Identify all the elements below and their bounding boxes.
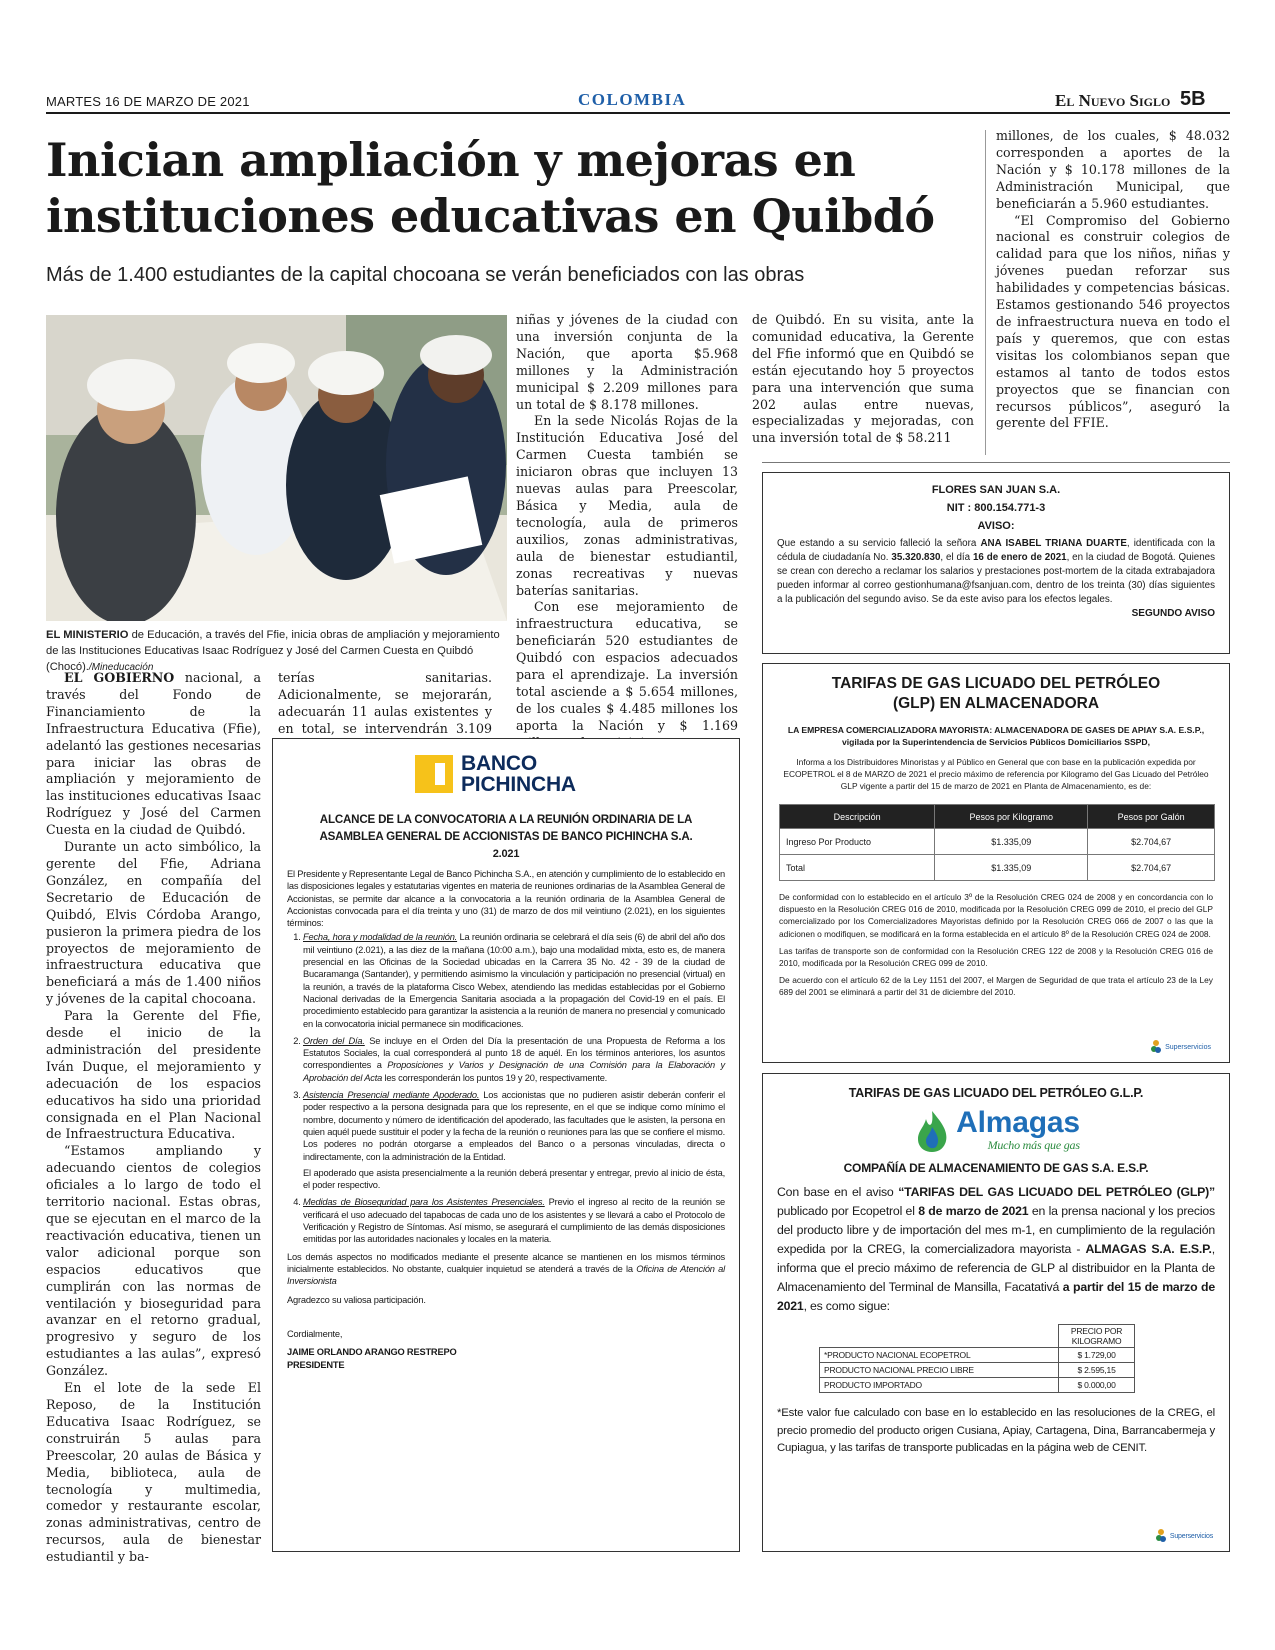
ad-flores-san-juan [762, 472, 1230, 654]
paragraph: “El Compromiso del Gobierno nacional es construir colegios de calidad para que los niños, niñas y jóvenes puedan reforzar sus habilidades y competencias básicas. Estamos gestionando 546 proyectos de infraestructura nueva en todo el país y queremos, que con estas visitas los colombianos sepan que estamos al tanto de todos estos proyectos que se financian con recursos públicos”, aseguró la gerente del FFIE. [996, 212, 1230, 431]
section-name: COLOMBIA [578, 90, 687, 109]
photo-illustration [46, 315, 507, 621]
paragraph: “Estamos ampliando y adecuando cientos de colegios oficiales a lo largo de todo el territorio nacional. Estas obras, que se ejecutan en el marco de la reactivación educativa, tienen un valor adicional porque son espacios educativos que cumplirán con las normas de ventilación y bioseguridad para avanzar en el retorno gradual, progresivo y seguro de los estudiantes a las aulas”, expresó González. [46, 1143, 261, 1379]
photo-caption [46, 627, 507, 676]
paragraph: En el lote de la sede El Reposo, de la Institución Educativa Isaac Rodríguez, se construirán 5 aulas para Preescolar, 20 aulas de Básica y Media, biblioteca, aula de tecnología y multimedia, comedor y restaurante escolar, zonas administrativas, centro de recursos, aula de bienestar estudiantil y ba- [46, 1380, 261, 1565]
ad-title: TARIFAS DE GAS LICUADO DEL PETRÓLEO G.L.P. [848, 1086, 1144, 1100]
brand-name: Almagas [956, 1106, 1080, 1139]
paragraph: Con ese mejoramiento de infraestructura educativa, se beneficiarán 520 estudiantes de Quibdó con espacios adecuados para el aprendizaje. La inversión total asciende a $ 5.654 millones, de los cuales $ 4.485 millones los aporta la Nación y $ 1.169 [516, 599, 738, 733]
headline-line-1: Inician ampliación y mejoras en [46, 133, 856, 187]
paragraph: Durante un acto simbólico, la gerente del Ffie, Adriana González, en compañía del Secretario de Educación de Quibdó, Elvis Córdoba Arango, pusieron la primera piedra de los proyectos de mejoramiento de infraestructura educativa que beneficiará a más de 1.400 niños y jóvenes de la capital chocoana. [46, 839, 261, 1007]
brand-line-1: BANCO [461, 752, 537, 775]
ad-intro: Informa a los Distribuidores Minoristas y al Público en General que con base en la publicación expedida por ECOPETROL el 8 de MARZO de 2021 el precio máximo de referencia por Kilogramo del Gas Licuado del Petróleo GLP vigente a partir del 15 de marzo de 2021 en Planta de Almacenamiento, es de: [783, 757, 1209, 791]
caption-credit: /Mineducación [88, 662, 154, 673]
table-row: Total $1.335,09 $2.704,67 [780, 855, 1215, 881]
ad-company: COMPAÑÍA DE ALMACENAMIENTO DE GAS S.A. E.S.P. [843, 1161, 1149, 1175]
paragraph: millones, de los cuales, $ 48.032 corresponden a aportes de la Nación y $ 10.178 millones de la Administración Municipal, que beneficiarán a 5.960 estudiantes. [996, 128, 1230, 211]
ad-banco-pichincha [272, 738, 740, 1552]
issue-date: MARTES 16 DE MARZO DE 2021 [46, 94, 250, 109]
price-table [779, 804, 1215, 881]
article-column-5 [996, 128, 1230, 432]
paragraph: Para la Gerente del Ffie, desde el inicio de la administración del presidente Iván Duque, el mejoramiento y adecuación de los espacios educativos ha sido una prioridad consignada en el Plan Nacional de Infraestructura Educativa. [46, 1008, 261, 1142]
ad-paragraph: Los demás aspectos no modificados mediante el presente alcance se mantienen en los mismos términos inicialmente establecidos. No obstante, cualquier inquietud se atenderá a través de la Oficina de Atención al Inversionista [287, 1251, 725, 1287]
agenda-item: 1. Fecha, hora y modalidad de la reunión. La reunión ordinaria se celebrará el día seis (6) de abril del año dos mil veintiuno (2.021), a las diez de la mañana (10:00 a.m.), bajo una modalidad mixta, esto es, de manera presencial en las Oficinas de la Sociedad ubicadas en la Carrera 35 No. 42 - 39 de la ciudad de Bucaramanga (Santander), y permitiendo asimismo la vinculación y participación no presencial (virtual) en la reunión, a través de la plataforma Cisco Webex, atendiendo las medidas establecidas por el Gobierno Nacional derivadas de la Emergencia Sanitaria asociada a la propagación del Covid-19 en el país. El procedimiento establecido para garantizar la asistencia a la reunión de manera no presencial y comunicado en la convocatoria inicial permanece sin modificaciones. [303, 931, 725, 1029]
ad-aviso: AVISO: [977, 520, 1015, 532]
ad-title-line-1: TARIFAS DE GAS LICUADO DEL PETRÓLEO [831, 675, 1161, 692]
signer-name: JAIME ORLANDO ARANGO RESTREPO [287, 1347, 457, 1358]
article-end-rule [762, 462, 1230, 463]
agenda-item: 4. Medidas de Bioseguridad para los Asistentes Presenciales. Previo el ingreso al recito de la reunión se verificará el uso adecuado del tapabocas de cada uno de los asistentes y se llevará a cabo el Protocolo de Verificación y Registro de Síntomas. Así mismo, se asegurará el cumplimiento de las demás disposiciones emitidas por las autoridades nacionales y locales en la materia. [303, 1196, 725, 1245]
ad-paragraph: De acuerdo con el artículo 62 de la Ley 1151 del 2007, el Margen de Seguridad de que trata el artículo 23 de la Ley 689 del 2001 se eliminará a partir del 31 de diciembre del 2010. [779, 975, 1213, 998]
table-header: PRECIO POR KILOGRAMO [1059, 1325, 1135, 1348]
table-row: PRODUCTO NACIONAL PRECIO LIBRE $ 2.595,15 [820, 1363, 1135, 1378]
headline-line-2: instituciones educativas en Quibdó [46, 189, 935, 243]
table-header: Pesos por Galón [1088, 805, 1215, 829]
article-photo [46, 315, 507, 621]
brand-tagline: Mucho más que gas [987, 1138, 1080, 1152]
column-divider [985, 130, 986, 455]
superservicios-logo: Superservicios [1150, 1040, 1211, 1054]
brand-line-2: PICHINCHA [461, 773, 576, 796]
flame-icon [912, 1109, 952, 1153]
ad-almagas [762, 1073, 1230, 1552]
caption-text: de Educación, a través del Ffie, inicia obras de ampliación y mejoramiento de las Instituciones Educativas Isaac Rodríguez y José del Carmen Cuesta en Quibdó (Chocó). [46, 629, 500, 673]
ad-title: ALCANCE DE LA CONVOCATORIA A LA REUNIÓN ORDINARIA DE LA ASAMBLEA GENERAL DE ACCIONISTAS DE BANCO PICHINCHA S.A. [319, 813, 693, 843]
superservicios-icon [1150, 1040, 1162, 1054]
ad-body: Con base en el aviso “TARIFAS DEL GAS LICUADO DEL PETRÓLEO (GLP)” publicado por Ecopetrol el 8 de marzo de 2021 en la prensa nacional y los precios del producto libre y de importación del mes m-1, en cumplimiento de la regulación expedida por la CREG, la comercializadora mayorista - ALMAGAS S.A. E.S.P., informa que el precio máximo de referencia de GLP al distribuidor en la Planta de Almacenamiento del Terminal de Mansilla, Facatativá a partir del 15 de marzo de 2021, es como sigue: [777, 1185, 1215, 1313]
ad-body: Que estando a su servicio falleció la señora ANA ISABEL TRIANA DUARTE, identificada con la cédula de ciudadanía No. 35.320.830, el día 16 de enero de 2021, en la ciudad de Bogotá. Quienes se crean con derecho a reclamar los salarios y prestaciones post-mortem de la citada extrabajadora pueden informar al correo gestionhumana@fsanjuan.com, dentro de los treinta (30) días siguientes a la publicación del segundo aviso. Se da este aviso para los efectos legales. [777, 538, 1216, 605]
caption-lead: EL MINISTERIO [46, 629, 129, 641]
ad-paragraph: De conformidad con lo establecido en el artículo 3º de la Resolución CREG 024 de 2008 y en concordancia con lo dispuesto en la Resolución CREG 016 de 2010, modificada por la Resolución CREG 099 de 2010, el precio del GLP comercializado por los Comercializadores Mayoristas definido por la Resolución CREG 066 de 2007 o las que la adicionen o modifiquen, se modificará en la forma establecida en el artículo 8º de la Resolución CREG 024 de 2008. [779, 892, 1213, 939]
agenda-item: 3. Asistencia Presencial mediante Apoderado. Los accionistas que no pudieren asistir deberán conferir el poder respectivo a la persona designada para que los represente, en el que se indique como mínimo el nombre, documento y número de identificación del apoderado, las facultades que le asisten, la persona en quien aquél puede sustituir el poder y la fecha de la reunión o reuniones para las que se confiere el mismo. Los poderes no podrán otorgarse a empleados del Banco o a personas vinculadas, directa o indirectamente, con la administración de la Entidad. El apoderado que asista presencialmente a la reunión deberá presentar y entregar, previo al inicio de ésta, el poder respectivo. [303, 1089, 725, 1191]
paragraph: En la sede Nicolás Rojas de la Institución Educativa José del Carmen Cuesta también se iniciaron obras que incluyen 13 nuevas aulas para Preescolar, Básica y Media, aula de tecnología, aula de primeros auxilios, zonas administrativas, aula de bienestar estudiantil, zonas recreativas y nuevas baterías sanitarias. [516, 413, 738, 598]
ad-paragraph: Las tarifas de transporte son de conformidad con la Resolución CREG 122 de 2008 y la Resolución CREG 016 de 2010, modificada por la Resolución CREG 099 de 2010. [779, 945, 1213, 969]
almagas-price-table [819, 1324, 1135, 1393]
newspaper-name: El Nuevo Siglo [1055, 91, 1171, 110]
article-column-3 [516, 312, 738, 752]
ad-paragraph: El Presidente y Representante Legal de Banco Pichincha S.A., en atención y cumplimiento de lo establecido en las disposiciones legales y estatutarias vigentes en materia de reuniones ordinarias de la Asamblea General de Accionistas, se permite dar alcance a la convocatoria a la reunión ordinaria de la Asamblea General de Accionistas convocada para el día treinta y uno (31) de marzo de dos mil veintiuno (2.021), en los siguientes términos: [287, 869, 725, 929]
ad-glp-almacenadora [762, 663, 1230, 1063]
subheadline: Más de 1.400 estudiantes de la capital chocoana se verán beneficiados con las obras [46, 264, 805, 286]
agenda-item: 2. Orden del Día. Se incluye en el Orden del Día la presentación de una Propuesta de Reforma a los Estatutos Sociales, la cual corresponderá al punto 18 de aquél. En los términos anteriores, los asuntos correspondientes a Proposiciones y Varios y Designación de una Comisión para la Elaboración y Aprobación del Acta les corresponderán los puntos 19 y 20, respectivamente. [303, 1035, 725, 1084]
paragraph: niñas y jóvenes de la ciudad con una inversión conjunta de la Nación, que aporta $5.968 millones y la Administración municipal $ 2.209 millones para un total de $ 8.178 millones. [516, 312, 738, 412]
superservicios-icon [1155, 1529, 1167, 1543]
ad-title: FLORES SAN JUAN S.A. [931, 484, 1061, 496]
table-header: Descripción [780, 805, 935, 829]
ad-thanks: Agradezco su valiosa participación. [287, 1294, 426, 1305]
deceased-name: ANA ISABEL TRIANA DUARTE [980, 538, 1127, 549]
almagas-logo [777, 1108, 1215, 1153]
table-row: PRODUCTO IMPORTADO $ 0.000,00 [820, 1378, 1135, 1393]
paragraph: de Quibdó. En su visita, ante la comunidad educativa, la Gerente del Ffie informó que en Quibdó se están ejecutando hoy 5 proyectos para una intervención que suma 202 aulas entre nuevas, especializadas y mejoradas, con una inversión total de $ 58.211 [752, 312, 974, 446]
pichincha-logo-icon [415, 755, 453, 793]
ad-notice-number: SEGUNDO AVISO [1131, 608, 1215, 619]
headline [46, 132, 946, 244]
article-column-4 [752, 312, 974, 447]
superservicios-logo: Superservicios [1155, 1529, 1213, 1543]
ad-company: LA EMPRESA COMERCIALIZADORA MAYORISTA: ALMACENADORA DE GASES DE APIAY S.A. E.S.P., vigilada por la Superintendencia de Servicios Públicos Domiciliarios SSPD, [787, 725, 1205, 747]
pichincha-logo [415, 753, 725, 795]
article-column-1 [46, 670, 261, 1566]
ad-body [287, 868, 725, 1372]
ad-closing: Cordialmente, [287, 1328, 343, 1339]
ad-title-line-2: (GLP) EN ALMACENADORA [892, 695, 1100, 712]
paragraph: nacional, a través del Fondo de Financiamiento de la Infraestructura Educativa (Ffie), adelantó las gestiones necesarias para iniciar las obras de ampliación y mejoramiento de las instituciones educativas Isaac Rodríguez y José del Carmen Cuesta en la ciudad de Quibdó. [46, 670, 261, 838]
table-row: Ingreso Por Producto $1.335,09 $2.704,67 [780, 829, 1215, 855]
ad-nit: NIT : 800.154.771-3 [946, 502, 1046, 514]
ad-footnote: *Este valor fue calculado con base en lo establecido en las resoluciones de la CREG, el precio promedio del producto origen Cusiana, Apiay, Cartagena, Dina, Barrancabermeja y Cupiagua, y las tarifas de transporte publicadas en la página web de CENIT. [777, 1407, 1215, 1454]
paragraph: terías sanitarias. Adicionalmente, se mejorarán, adecuarán 11 aulas existentes y en total, se intervendrán 3.109 [278, 670, 492, 736]
header-rule [46, 112, 1230, 114]
page-number: 5B [1180, 88, 1206, 110]
id-number: 35.320.830 [891, 552, 941, 563]
signer-role: PRESIDENTE [287, 1360, 345, 1371]
table-header: Pesos por Kilogramo [935, 805, 1088, 829]
table-row: *PRODUCTO NACIONAL ECOPETROL $ 1.729,00 [820, 1348, 1135, 1363]
death-date: 16 de enero de 2021 [972, 552, 1067, 563]
lead-words: EL GOBIERNO [64, 670, 175, 685]
ad-year: 2.021 [492, 848, 520, 860]
